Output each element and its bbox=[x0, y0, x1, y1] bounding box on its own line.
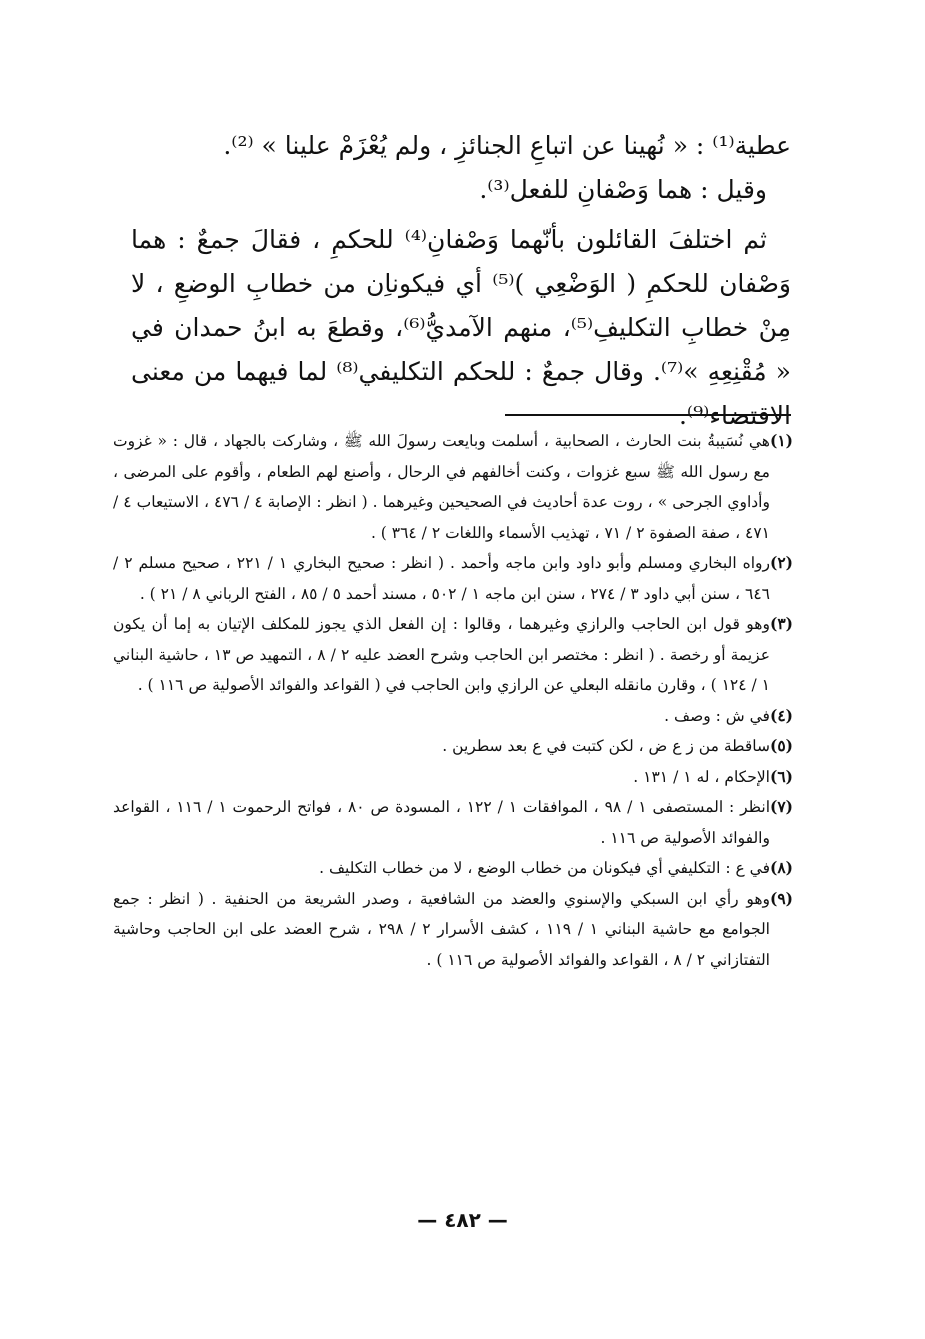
footnote-9 bbox=[113, 884, 793, 976]
footnote-text: وهو رأي ابن السبكي والإسنوي والعضد من الشافعية ، وصدر الشريعة من الحنفية . ( انظر : جمع الجوامع مع حاشية البناني ١ / ١١٩ ، كشف الأسرار ٢ / ٢٩٨ ، شرح العضد على ابن الحاجب وحاشية التفتازاني ٢ / ٨ ، القواعد والفوائد الأصولية ص ١١٦ ) . bbox=[113, 889, 770, 969]
main-paragraph-2: وقيل : هما وَصْفانِ للفعل⁽³⁾. bbox=[479, 175, 767, 204]
footnote-7 bbox=[113, 792, 793, 853]
footnote-number: (٨) bbox=[769, 858, 793, 877]
footnote-number: (٧) bbox=[769, 797, 793, 816]
footnote-text: الإحكام ، له ١ / ١٣١ . bbox=[633, 767, 770, 786]
main-text bbox=[131, 124, 791, 438]
footnote-text: في ش : وصف . bbox=[664, 706, 770, 725]
page-number: — ٤٨٢ — bbox=[417, 1208, 508, 1232]
footnote-number: (٩) bbox=[769, 888, 793, 908]
footnote-text: رواه البخاري ومسلم وأبو داود وابن ماجه وأحمد . ( انظر : صحيح البخاري ١ / ٢٢١ ، صحيح مسلم ٢ / ٦٤٦ ، سنن أبي داود ٣ / ٢٧٤ ، سنن ابن ماجه ١ / ٥٠٢ ، مسند أحمد ٥ / ٨٥ ، الفتح الرباني ٨ / ٢١ ) . bbox=[113, 554, 770, 603]
footnote-divider bbox=[505, 414, 791, 416]
main-paragraph-1: عطية⁽¹⁾ : « نُهينا عن اتباعِ الجنائزِ ، ولم يُعْزَمْ علينا » ⁽²⁾. bbox=[223, 131, 791, 160]
main-paragraph-3: ثم اختلفَ القائلون بأنّهما وَصْفانِ⁽⁴⁾ للحكمِ ، فقالَ جمعٌ : هما وَصْفان للحكمِ ( الوَضْعِي )⁽⁵⁾ أي فيكوناِن من خطابِ الوضعِ ، لا مِنْ خطابِ التكليفِ⁽⁵⁾، منهم الآمديُّ⁽⁶⁾، وقطعَ به ابنُ حمدان في « مُقْنِعِهِ »⁽⁷⁾. وقال جمعٌ : للحكم التكليفي⁽⁸⁾ لما فيهما من معنى الاقتضاء⁽⁹⁾. bbox=[131, 225, 792, 430]
footnote-number: (٣) bbox=[769, 614, 793, 633]
footnote-number: (١) bbox=[769, 431, 793, 450]
footnote-text: في ع : التكليفي أي فيكونان من خطاب الوضع ، لا من خطاب التكليف . bbox=[319, 859, 770, 877]
footnote-6 bbox=[113, 762, 793, 793]
footnote-text: انظر : المستصفى ١ / ٩٨ ، الموافقات ١ / ١٢٢ ، المسودة ص ٨٠ ، فواتح الرحموت ١ / ١١٦ ، القواعد والفوائد الأصولية ص ١١٦ . bbox=[113, 798, 771, 847]
footnote-number: (٤) bbox=[769, 705, 793, 725]
footnote-8 bbox=[113, 853, 793, 884]
footnote-1 bbox=[113, 426, 793, 548]
footnote-3 bbox=[113, 609, 793, 701]
footnote-text: ساقطة من ز ع ض ، لكن كتبت في ع بعد سطرين . bbox=[442, 737, 770, 755]
footnote-text: هي نُسَيبةُ بنت الحارث ، الصحابية ، أسلمت وبايعت رسولَ الله ﷺ ، وشاركت بالجهاد ، قال : « غزوت مع رسول الله ﷺ سبع غزوات ، وكنت أخالفهم في الرحال ، وأصنع لهم الطعام ، وأقوم على المرضى ، وأداوي الجرحى » ، روت عدة أحاديث في الصحيحين وغيرهما . ( انظر : الإصابة ٤ / ٤٧٦ ، الاستيعاب ٤ / ٤٧١ ، صفة الصفوة ٢ / ٧١ ، تهذيب الأسماء واللغات ٢ / ٣٦٤ ) . bbox=[113, 432, 770, 542]
footnote-number: (٢) bbox=[769, 553, 793, 572]
footnote-2 bbox=[113, 548, 793, 609]
footnote-5 bbox=[113, 731, 793, 762]
footnotes bbox=[113, 426, 793, 975]
footnote-number: (٦) bbox=[769, 766, 793, 786]
footnote-text: وهو قول ابن الحاجب والرازي وغيرهما ، وقالوا : إن الفعل الذي يجوز للمكلف الإتيان به إما أن يكون عزيمة أو رخصة . ( انظر : مختصر ابن الحاجب وشرح العضد عليه ٢ / ٨ ، التمهيد ص ١٣ ، حاشية البناني ١ / ١٢٤ ) ، وقارن مانقله البعلي عن الرازي وابن الحاجب في ( القواعد والفوائد الأصولية ص ١١٦ ) . bbox=[113, 615, 770, 694]
footnote-4 bbox=[113, 701, 793, 732]
footnote-number: (٥) bbox=[769, 736, 793, 755]
